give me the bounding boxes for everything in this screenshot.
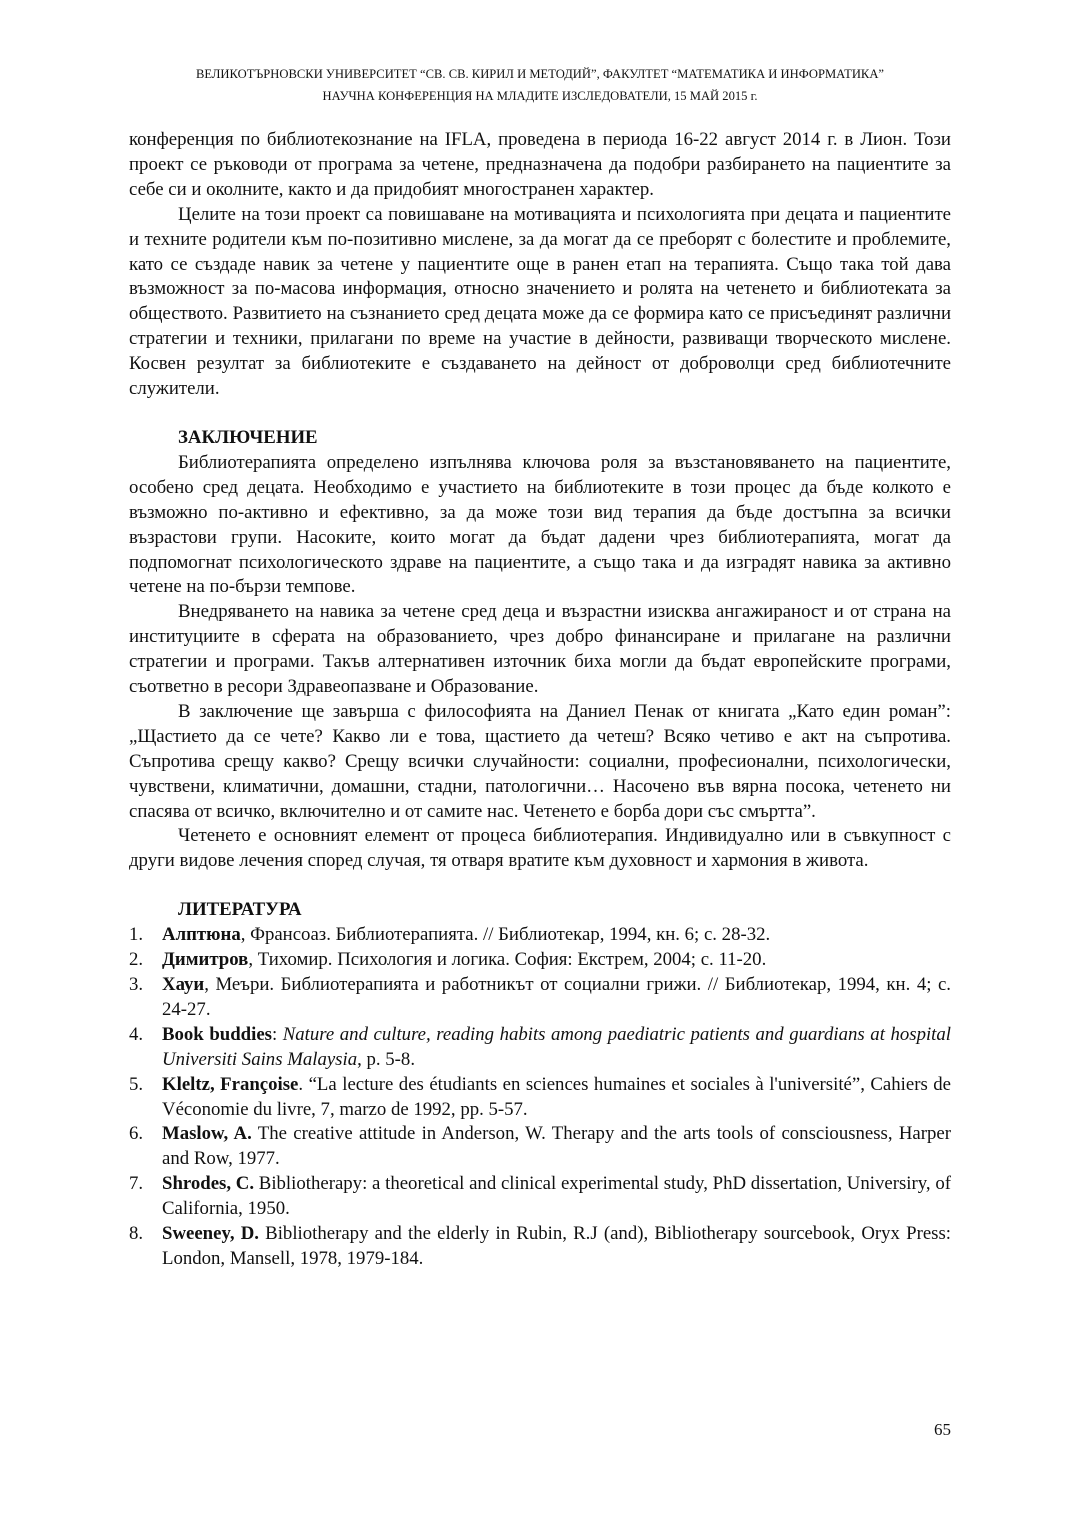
header-line-university: ВЕЛИКОТЪРНОВСКИ УНИВЕРСИТЕТ “СВ. СВ. КИРИЛ И МЕТОДИЙ”, ФАКУЛТЕТ “МАТЕМАТИКА И ИНФОРМАТИКА” [195,67,885,81]
reference-text: . “La lecture des étudiants en sciences humaines et sociales à l'université”, Cahiers de Véconomie du livre, 7, marzo de 1992, pp. 5-57. [162,1073,951,1120]
body-paragraph: Целите на този проект са повишаване на мотивацията и психологията при децата и пациентите и техните родители към по-позитивно мислене, за да могат да се преборят с болестите и проблемите, като се създаде навик за четене у пациентите още в ранен етап на терапията. Също така той дава възможност за по-масова информация, относно значението и ролята на четенето и библиотеката за обществото. Развитието на съзнанието сред децата може да се формира като се присъединят различни стратегии и техники, прилагани по време на участие в дейности, развиващи творческото мислене. Косвен резултат за библиотеките е създаването на дейност от доброволци сред библиотечните служители. [129,203,951,400]
reference-text: , p. 5-8. [357,1048,416,1070]
reference-text: Bibliotherapy: a theoretical and clinical experimental study, PhD dissertation, Universiry, of California, 1950. [162,1173,951,1220]
reference-text: , Меъри. Библиотерапията и работникът от социални грижи. // Библиотекар, 1994, кн. 4; с. 24-27. [162,974,951,1020]
reference-item [129,923,951,948]
reference-author: Shrodes, C. [162,1173,255,1195]
reference-item [129,1172,951,1222]
conclusion-paragraph: Четенето е основният елемент от процеса библиотерапия. Индивидуално или в съвкупност с други видове лечения според случая, тя отваря вратите към духовност и хармония в живота. [129,825,951,872]
section-heading-conclusion: ЗАКЛЮЧЕНИЕ [178,426,318,448]
reference-item [129,1222,951,1272]
conclusion-paragraph: Библиотерапията определено изпълнява ключова роля за възстановяването на пациентите, особено сред децата. Необходимо е участието на библиотеките в този процес да бъде колкото е възможно по-активно и ефективно, за да може този вид терапия да бъде достъпна за всички възрастови групи. Насоките, които могат да бъдат дадени чрез библиотерапията, могат да подпомогнат психологическото здраве на пациентите, а също така и да изградят навика за активно четене на по-бързи темпове. [129,451,951,598]
reference-text: , Франсоаз. Библиотерапията. // Библиотекар, 1994, кн. 6; с. 28-32. [240,924,771,946]
body-paragraph: конференция по библиотекознание на IFLA, проведена в периода 16-22 август 2014 г. в Лион. Този проект се ръководи от програма за четене, предназначена да подобри разбирането на пациентите за себе си и околните, както и да придобият многостранен характер. [129,129,951,200]
running-header [0,63,1080,107]
reference-item [129,973,951,1023]
reference-author: Maslow, A. [162,1123,252,1145]
reference-separator: : [271,1023,283,1045]
header-line-conference: НАУЧНА КОНФЕРЕНЦИЯ НА МЛАДИТЕ ИЗСЛЕДОВАТЕЛИ, 15 МАЙ 2015 г. [322,89,758,103]
reference-item [129,1122,951,1172]
conclusion-paragraph: Внедряването на навика за четене сред деца и възрастни изисква ангажираност и от страна на институциите в сферата на образованието, чрез добро финансиране и прилагане на различни стратегии и програми. Такъв алтернативен източник биха могли да бъдат европейските програми, съответно в ресори Здравеопазване и Образование. [129,601,951,698]
page-number: 65 [934,1420,951,1439]
reference-text: Bibliotherapy and the elderly in Rubin, R.J (and), Bibliotherapy sourcebook, Oryx Press: London, Mansell, 1978, 1979-184. [162,1223,951,1269]
reference-author: Димитров [162,949,249,971]
reference-author: Sweeney, D. [162,1223,259,1245]
section-heading-references: ЛИТЕРАТУРА [178,899,302,921]
reference-list [129,923,951,1272]
reference-author: Book buddies [162,1023,272,1045]
reference-number: 2. [129,949,144,971]
reference-number: 5. [129,1073,144,1095]
conclusion-paragraph: В заключение ще завърша с философията на Даниел Пенак от книгата „Като един роман”: „Щастието да се чете? Какво ли е това, щастието да четеш? Всяко четиво е акт на съпротива. Съпротива срещу какво? Срещу всички случайности: социални, професионални, психологически, чувствени, климатични, домашни, стадни, патологични… Насочено във вярна посока, четенето ни спасява от всичко, включително и от самите нас. Четенето е борба дори със смъртта”. [129,700,951,822]
reference-title: Nature and culture, reading habits among paediatric patients and guardians at hospital Universiti Sains Malaysia [162,1023,952,1070]
main-content [129,128,951,1272]
reference-author: Алптюна [162,924,241,946]
reference-item [129,1023,951,1073]
reference-number: 7. [129,1173,144,1195]
reference-number: 8. [129,1223,144,1245]
reference-number: 1. [129,924,144,946]
reference-number: 6. [129,1123,144,1145]
reference-item [129,948,951,973]
reference-author: Kleltz, Françoise [162,1073,299,1095]
reference-text: The creative attitude in Anderson, W. Therapy and the arts tools of consciousness, Harper and Row, 1977. [162,1123,951,1170]
reference-text: , Тихомир. Психология и логика. София: Екстрем, 2004; с. 11-20. [248,949,767,971]
reference-number: 3. [129,974,144,995]
reference-number: 4. [129,1023,144,1045]
reference-author: Хауи [162,974,205,995]
reference-item [129,1073,951,1123]
